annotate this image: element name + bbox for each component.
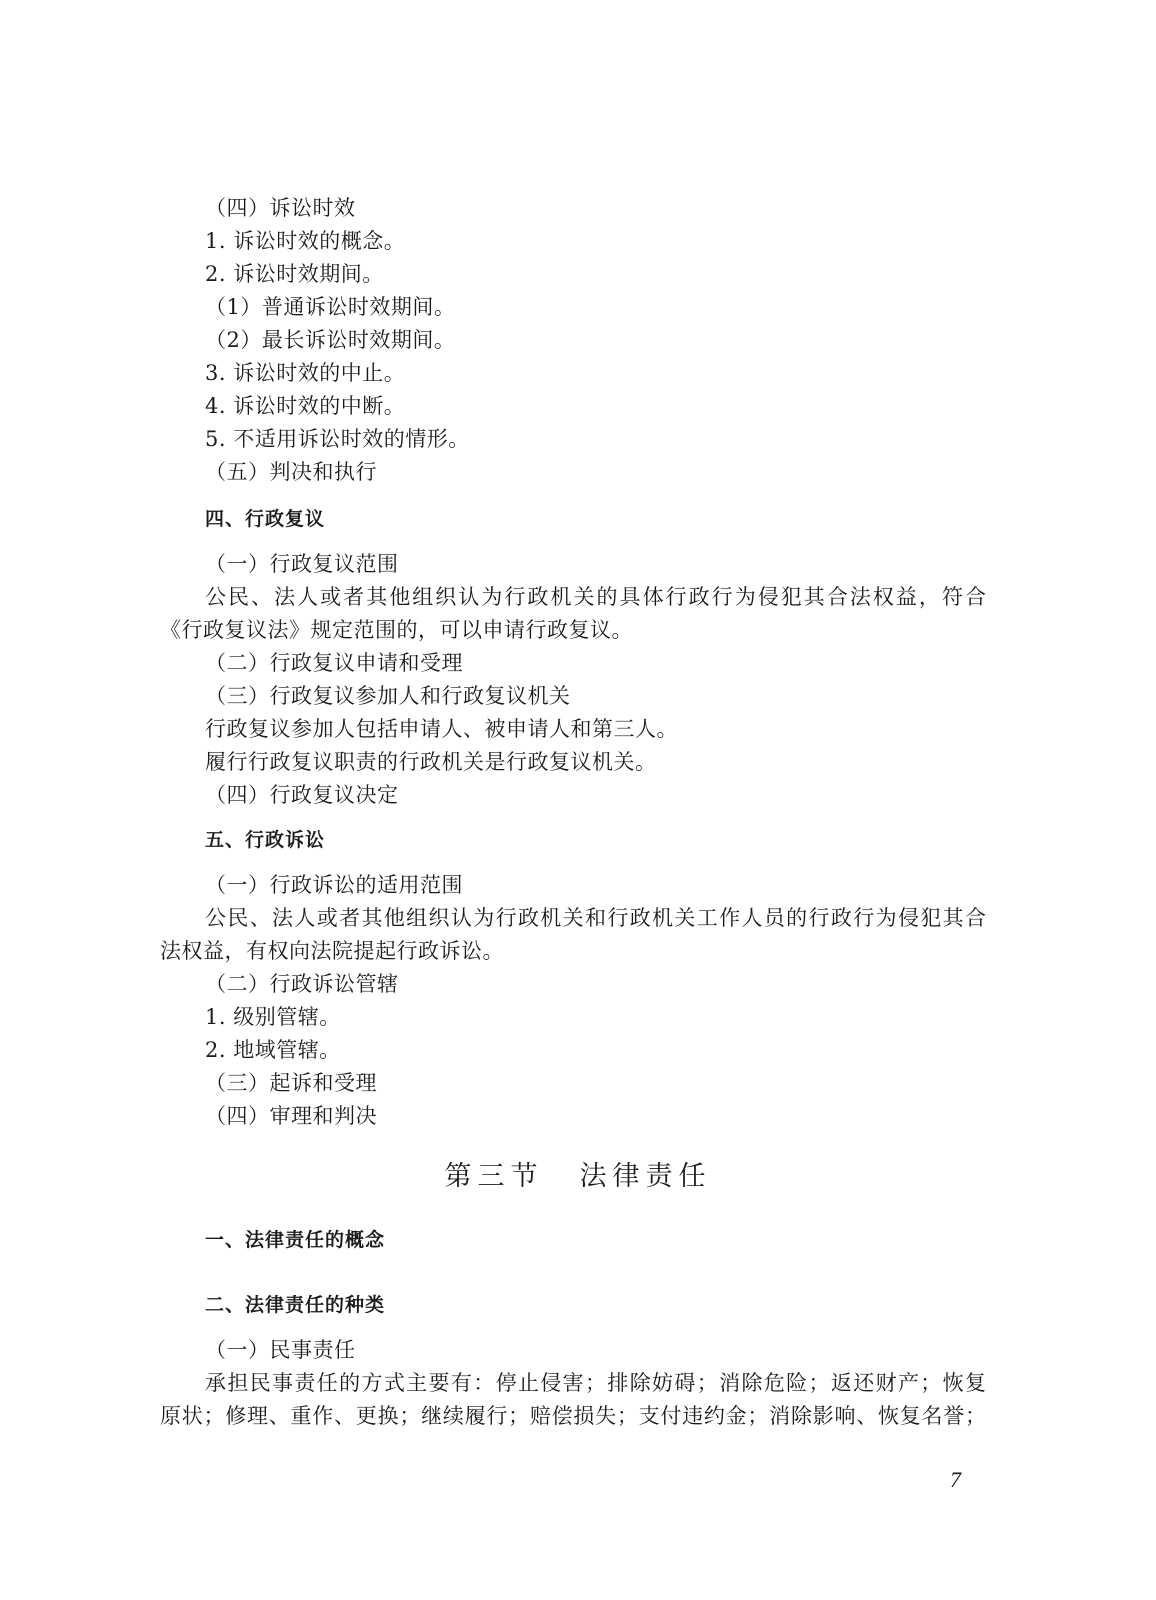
- list-item: 2. 诉讼时效期间。: [205, 262, 384, 286]
- section-heading: 五、行政诉讼: [205, 829, 326, 851]
- list-item: 1. 诉讼时效的概念。: [205, 229, 406, 253]
- subsection-heading: （一）民事责任: [205, 1338, 356, 1362]
- list-item: 1. 级别管辖。: [205, 1005, 341, 1029]
- list-item: 5. 不适用诉讼时效的情形。: [205, 427, 470, 451]
- paragraph-line: 公民、法人或者其他组织认为行政机关的具体行政行为侵犯其合法权益，符合: [205, 585, 986, 609]
- subsection-heading: （二）行政复议申请和受理: [205, 651, 463, 675]
- section-label: 第三节: [444, 1161, 544, 1192]
- subsection-heading: （四）审理和判决: [205, 1104, 377, 1128]
- section-heading: 四、行政复议: [205, 508, 326, 530]
- list-item: （1）普通诉讼时效期间。: [205, 295, 456, 319]
- paragraph-line: 履行行政复议职责的行政机关是行政复议机关。: [205, 750, 657, 774]
- paragraph-line: 《行政复议法》规定范围的，可以申请行政复议。: [160, 618, 633, 642]
- subsection-heading: （五）判决和执行: [205, 460, 377, 484]
- list-item: 2. 地域管辖。: [205, 1038, 341, 1062]
- subsection-heading: （四）行政复议决定: [205, 783, 399, 807]
- section-name: 法律责任: [579, 1161, 712, 1192]
- paragraph-line: 公民、法人或者其他组织认为行政机关和行政机关工作人员的行政行为侵犯其合: [205, 906, 986, 930]
- subsection-heading: （四）诉讼时效: [205, 196, 356, 220]
- section-heading: 二、法律责任的种类: [205, 1294, 386, 1316]
- section-heading: 一、法律责任的概念: [205, 1229, 386, 1251]
- paragraph-line: 法权益，有权向法院提起行政诉讼。: [160, 939, 504, 963]
- list-item: 3. 诉讼时效的中止。: [205, 361, 406, 385]
- paragraph-line: 原状；修理、重作、更换；继续履行；赔偿损失；支付违约金；消除影响、恢复名誉；: [160, 1404, 986, 1428]
- list-item: （2）最长诉讼时效期间。: [205, 328, 456, 352]
- section-title: [0, 1160, 1156, 1194]
- subsection-heading: （二）行政诉讼管辖: [205, 972, 399, 996]
- subsection-heading: （一）行政诉讼的适用范围: [205, 873, 463, 897]
- paragraph-line: 承担民事责任的方式主要有：停止侵害；排除妨碍；消除危险；返还财产；恢复: [205, 1371, 986, 1395]
- list-item: 4. 诉讼时效的中断。: [205, 394, 406, 418]
- page-number: 7: [950, 1467, 961, 1492]
- subsection-heading: （一）行政复议范围: [205, 552, 399, 576]
- subsection-heading: （三）行政复议参加人和行政复议机关: [205, 684, 571, 708]
- subsection-heading: （三）起诉和受理: [205, 1071, 377, 1095]
- paragraph-line: 行政复议参加人包括申请人、被申请人和第三人。: [205, 717, 678, 741]
